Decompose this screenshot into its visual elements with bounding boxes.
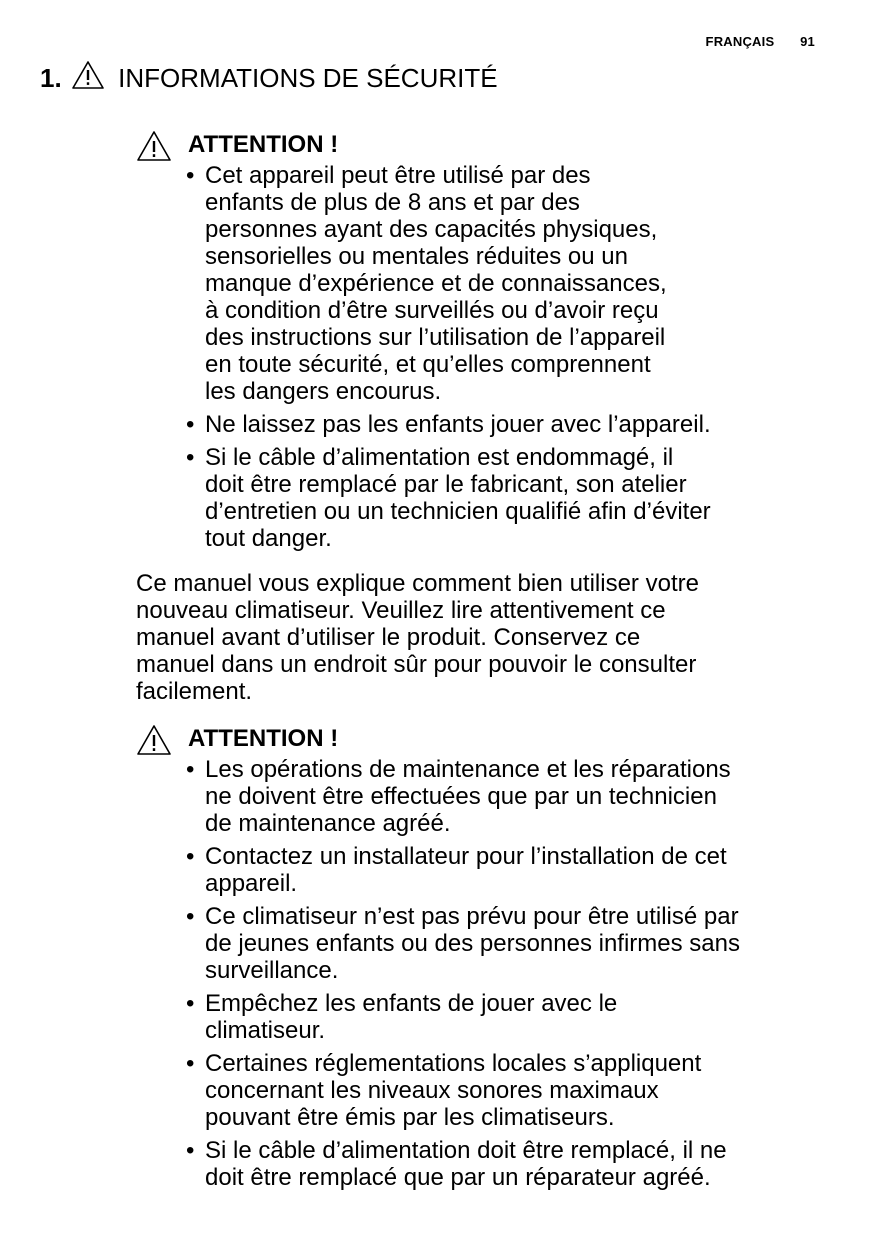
bullet: • <box>186 756 195 783</box>
bullet: • <box>186 162 195 189</box>
warning-triangle-icon <box>136 130 172 162</box>
list-item: • Certaines réglementations locales s’appliquent concernant les niveaux sonores maximaux pouvant être émis par les climatiseurs. <box>186 1050 702 1131</box>
list-item: • Ce climatiseur n’est pas prévu pour être utilisé par de jeunes enfants ou des personnes infirmes sans surveillance. <box>186 903 740 984</box>
warning-list <box>186 162 826 552</box>
list-item: • Contactez un installateur pour l’installation de cet appareil. <box>186 843 727 897</box>
list-item: • Si le câble d’alimentation doit être remplacé, il ne doit être remplacé que par un réparateur agréé. <box>186 1137 727 1191</box>
bullet: • <box>186 411 195 438</box>
bullet: • <box>186 990 195 1017</box>
warning-triangle-icon <box>71 60 105 90</box>
section-title <box>40 60 498 96</box>
warning-triangle-icon <box>136 724 172 756</box>
list-item: • Empêchez les enfants de jouer avec le climatiseur. <box>186 990 618 1044</box>
section-title-text: INFORMATIONS DE SÉCURITÉ <box>118 63 498 93</box>
bullet: • <box>186 843 195 870</box>
bullet: • <box>186 1050 195 1077</box>
warning-heading: ATTENTION ! <box>188 131 339 158</box>
list-item: • Ne laissez pas les enfants jouer avec l’appareil. <box>186 411 711 438</box>
page-number: 91 <box>800 34 815 49</box>
bullet: • <box>186 1137 195 1164</box>
bullet: • <box>186 444 195 471</box>
warning-list <box>186 756 826 1191</box>
warning-block-1 <box>136 130 826 558</box>
warning-block-2 <box>136 724 826 1197</box>
section-number: 1. <box>40 63 62 93</box>
bullet: • <box>186 903 195 930</box>
intro-paragraph: Ce manuel vous explique comment bien utiliser votre nouveau climatiseur. Veuillez lire attentivement ce manuel avant d’utiliser le produit. Conservez ce manuel dans un endroit sûr pour pouvoir le consulter facilement. <box>136 570 699 705</box>
list-item: • Cet appareil peut être utilisé par des enfants de plus de 8 ans et par des personnes ayant des capacités physiques, sensorielles ou mentales réduites ou un manque d’expérience et de connaissances, à condition d’être surveillés ou d’avoir reçu des instructions sur l’utilisation de l’appareil en toute sécurité, et qu’elles comprennent les dangers encourus. <box>186 162 667 405</box>
header-language: FRANÇAIS <box>705 34 775 49</box>
running-header <box>706 34 815 49</box>
warning-heading: ATTENTION ! <box>188 725 339 752</box>
list-item: • Si le câble d’alimentation est endommagé, il doit être remplacé par le fabricant, son atelier d’entretien ou un technicien qualifié afin d’éviter tout danger. <box>186 444 711 552</box>
list-item: • Les opérations de maintenance et les réparations ne doivent être effectuées que par un technicien de maintenance agréé. <box>186 756 731 837</box>
